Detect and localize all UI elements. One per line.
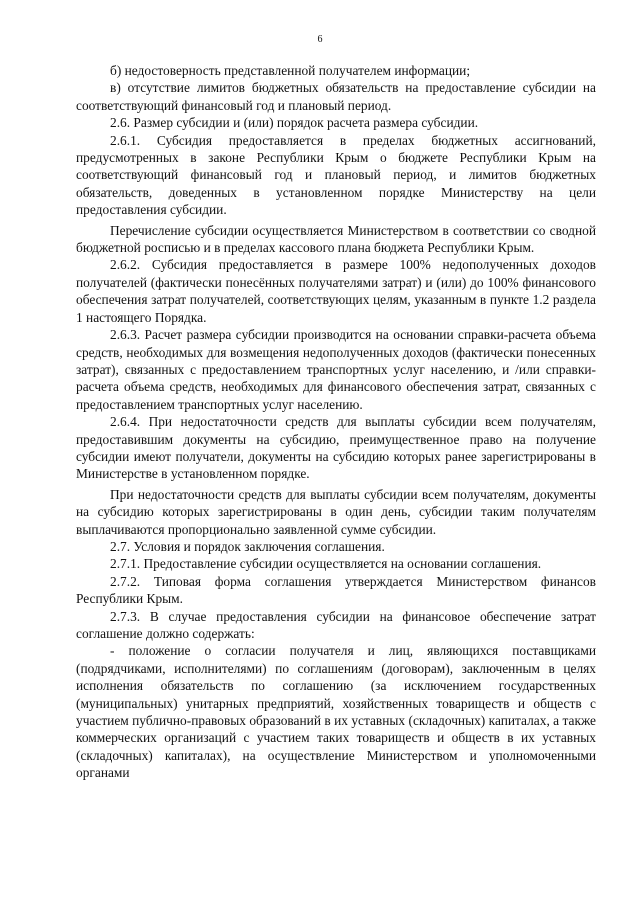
paragraph: - положение о согласии получателя и лиц, являющихся поставщиками (подрядчиками, исполнителями) по соглашениям (договорам), заключенным в целях исполнения обязательств по соглашению (за исключением государственных (муниципальных) унитарных предприятий, хозяйственных товариществ и обществ с участием публично-правовых образований в их уставных (складочных) капиталах, а также коммерческих организаций с участием таких товариществ и обществ в их уставных (складочных) капиталах), на осуществление Министерством и уполномоченными органами — [76, 643, 596, 781]
paragraph: 2.6.1. Субсидия предоставляется в пределах бюджетных ассигнований, предусмотренных в законе Республики Крым о бюджете Республики Крым на соответствующий финансовый год и плановый период, и лимитов бюджетных обязательств, доведенных в установленном порядке Министерству на цели предоставления субсидии. — [76, 132, 596, 218]
paragraph: Перечисление субсидии осуществляется Министерством в соответствии со сводной бюджетной росписью и в пределах кассового плана бюджета Республики Крым. — [76, 222, 596, 256]
page-number: 6 — [317, 34, 323, 45]
paragraph: При недостаточности средств для выплаты субсидии всем получателям, документы на субсидию которых зарегистрированы в один день, субсидии таким получателям выплачиваются пропорционально заявленной сумме субсидии. — [76, 486, 596, 537]
paragraph: 2.6.3. Расчет размера субсидии производится на основании справки-расчета объема средств, необходимых для возмещения недополученных доходов (фактически понесенных затрат), связанных с предоставлением транспортных услуг населению, и /или справки-расчета объема средств, необходимых для финансового обеспечения затрат, связанных с предоставлением транспортных услуг населению. — [76, 327, 596, 412]
paragraph: 2.7.2. Типовая форма соглашения утверждается Министерством финансов Республики Крым. — [76, 573, 596, 607]
paragraph: б) недостоверность представленной получателем информации; — [110, 63, 471, 78]
paragraph: 2.7.1. Предоставление субсидии осуществляется на основании соглашения. — [110, 556, 542, 572]
document-body — [76, 62, 596, 782]
paragraph: 2.6. Размер субсидии и (или) порядок расчета размера субсидии. — [110, 115, 479, 131]
paragraph: 2.7. Условия и порядок заключения соглашения. — [110, 538, 385, 554]
paragraph: 2.6.4. При недостаточности средств для выплаты субсидии всем получателям, предоставившим документы на субсидию, преимущественное право на получение субсидии имеют получатели, документы на субсидию которых ранее зарегистрированы в Министерстве в установленном порядке. — [76, 414, 596, 482]
paragraph: 2.6.2. Субсидия предоставляется в размере 100% недополученных доходов получателей (фактически понесённых получателями затрат) и (или) до 100% финансового обеспечения затрат получателей, соответствующих целям, указанным в пункте 1.2 раздела 1 настоящего Порядка. — [76, 257, 596, 325]
paragraph: 2.7.3. В случае предоставления субсидии на финансовое обеспечение затрат соглашение должно содержать: — [76, 608, 596, 641]
paragraph: в) отсутствие лимитов бюджетных обязательств на предоставление субсидии на соответствующий финансовый год и плановый период. — [76, 80, 596, 113]
